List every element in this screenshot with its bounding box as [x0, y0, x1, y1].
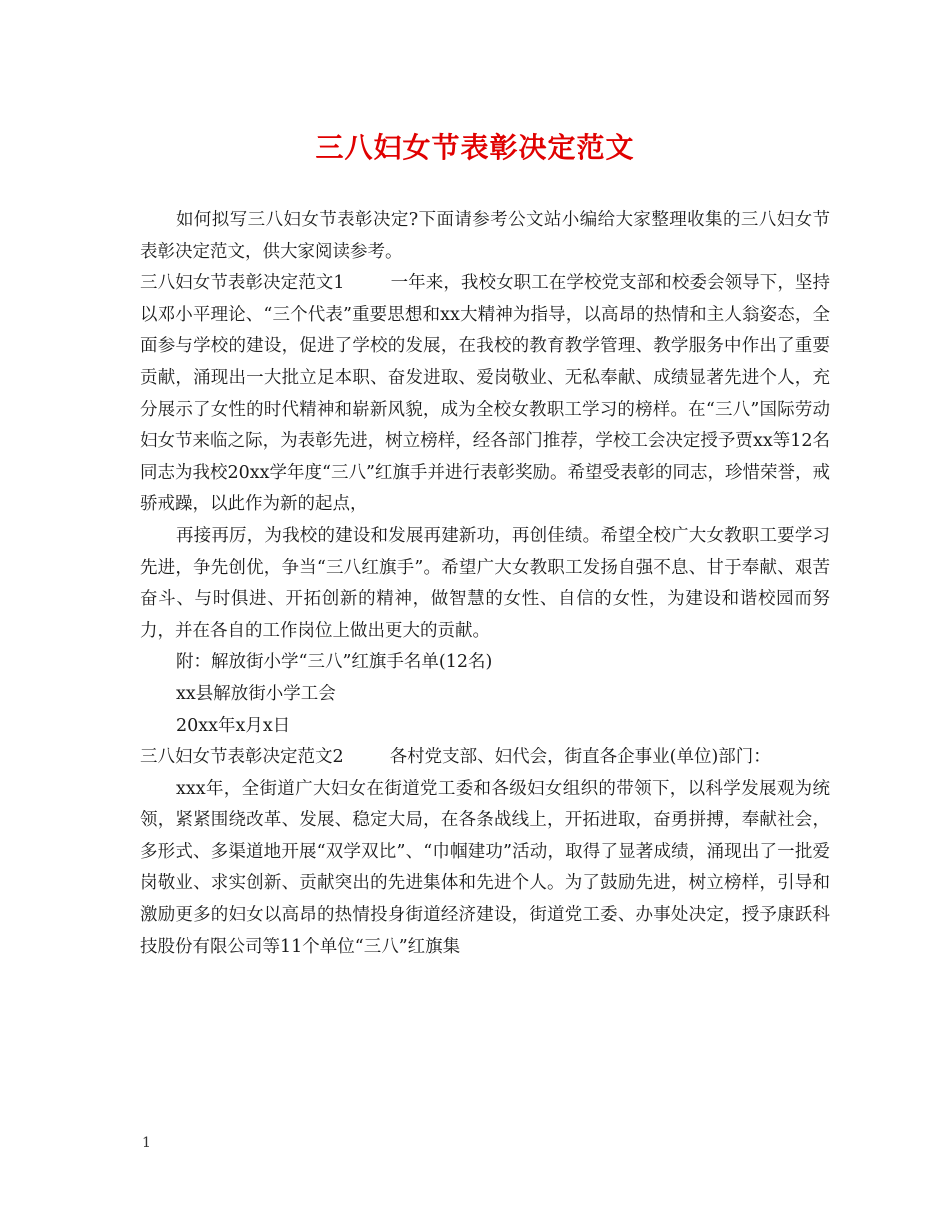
date-line: 20xx年x月x日 [176, 715, 291, 736]
sample1-heading: 三八妇女节表彰决定范文1 [140, 273, 345, 294]
sample1-paragraph [140, 268, 830, 521]
document-body [140, 205, 830, 963]
signature-line: xx县解放街小学工会 [176, 683, 336, 704]
sample1-paragraph-2: 再接再厉，为我校的建设和发展再建新功，再创佳绩。希望全校广大女教职工要学习先进，争先创优，争当“三八红旗手”。希望广大女教职工发扬自强不息、甘于奉献、艰苦奋斗、与时俱进、开拓创新的精神，做智慧的女性、自信的女性，为建设和谐校园而努力，并在各自的工作岗位上做出更大的贡献。 [140, 525, 830, 641]
intro-paragraph: 如何拟写三八妇女节表彰决定?下面请参考公文站小编给大家整理收集的三八妇女节表彰决定范文，供大家阅读参考。 [140, 210, 830, 262]
sample2-heading-line [140, 742, 830, 774]
page-number: 1 [142, 1135, 151, 1151]
document-title: 三八妇女节表彰决定范文 [315, 131, 635, 164]
sample2-salutation: 各村党支部、妇代会，街直各企事业(单位)部门： [389, 747, 771, 768]
attachment-line: 附：解放街小学“三八”红旗手名单(12名) [176, 652, 493, 673]
sample1-body: 一年来，我校女职工在学校党支部和校委会领导下，坚持以邓小平理论、“三个代表”重要思想和xx大精神为指导，以高昂的热情和主人翁姿态，全面参与学校的建设，促进了学校的发展，在我校的教育教学管理、教学服务中作出了重要贡献，涌现出一大批立足本职、奋发进取、爱岗敬业、无私奉献、成绩显著先进个人，充分展示了女性的时代精神和崭新风貌，成为全校女教职工学习的榜样。在“三八”国际劳动妇女节来临之际，为表彰先进，树立榜样，经各部门推荐，学校工会决定授予贾xx等12名同志为我校20xx学年度“三八”红旗手并进行表彰奖励。希望受表彰的同志，珍惜荣誉，戒骄戒躁，以此作为新的起点， [140, 273, 830, 515]
sample2-heading: 三八妇女节表彰决定范文2 [140, 747, 344, 768]
sample2-body: xxx年，全街道广大妇女在街道党工委和各级妇女组织的带领下，以科学发展观为统领，紧紧围绕改革、发展、稳定大局，在各条战线上，开拓进取，奋勇拼搏，奉献社会，多形式、多渠道地开展“双学双比”、“巾帼建功”活动，取得了显著成绩，涌现出了一批爱岗敬业、求实创新、贡献突出的先进集体和先进个人。为了鼓励先进，树立榜样，引导和激励更多的妇女以高昂的热情投身街道经济建设，街道党工委、办事处决定，授予康跃科技股份有限公司等11个单位“三八”红旗集 [140, 778, 830, 957]
